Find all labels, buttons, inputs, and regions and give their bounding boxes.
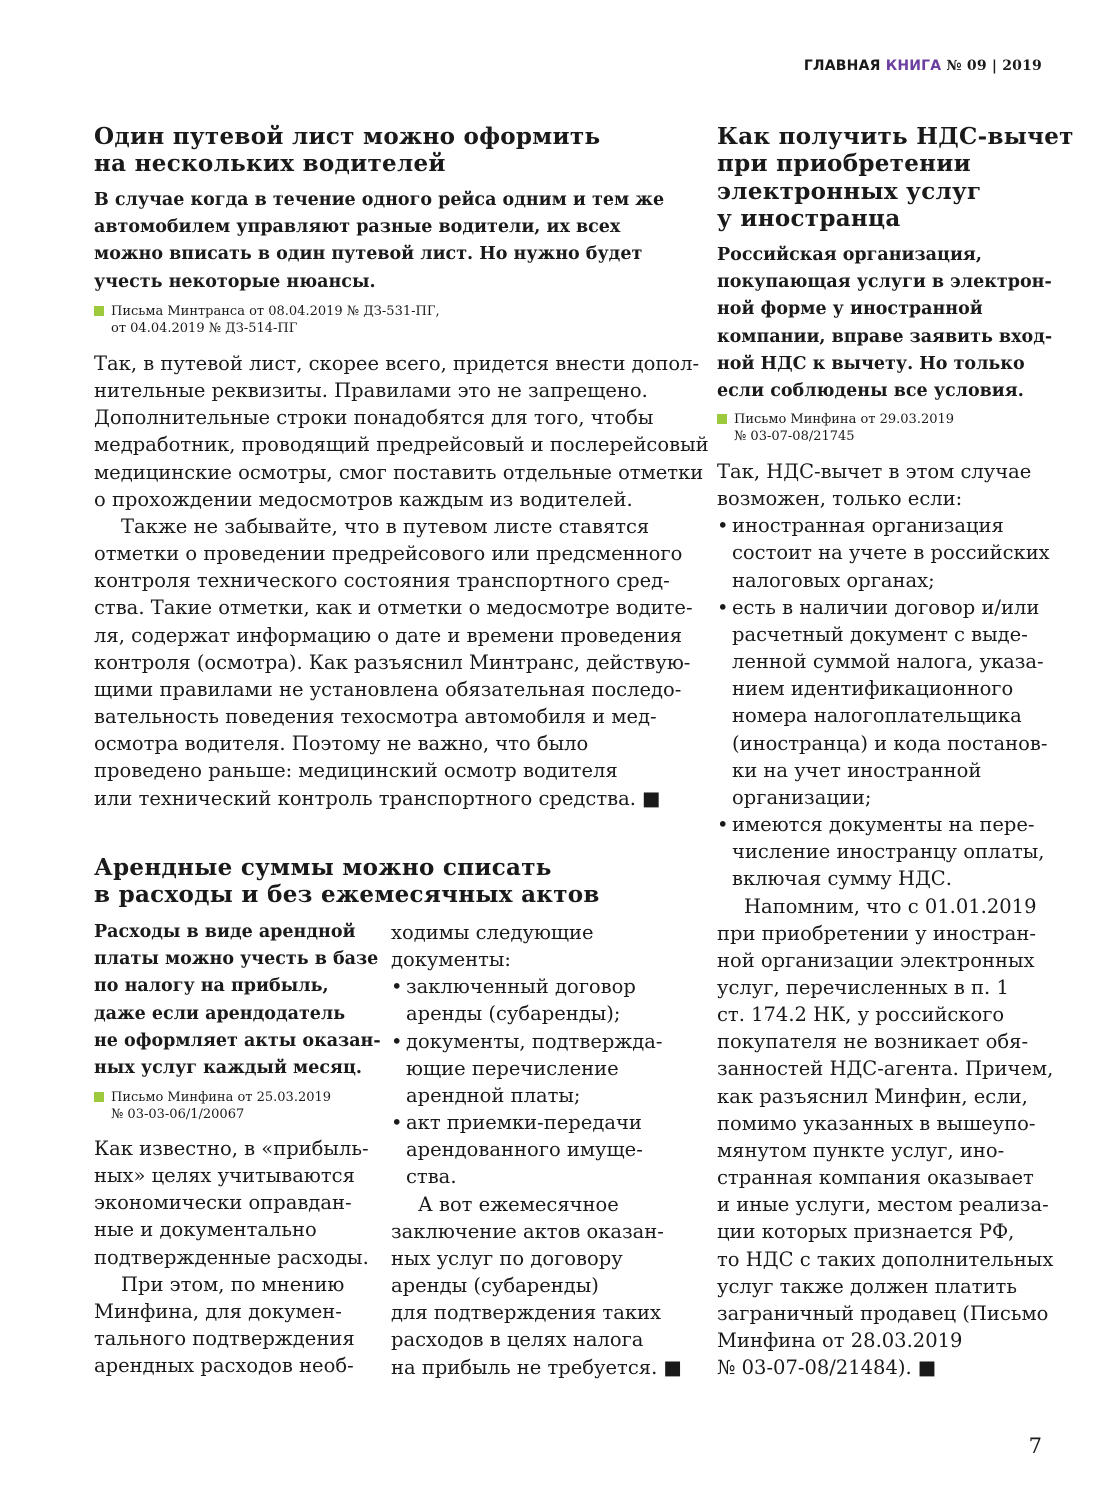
article1-source <box>94 303 440 337</box>
text-line: Минфина, для докумен- <box>94 1299 342 1323</box>
source-text <box>734 411 954 445</box>
text-line: заключение актов оказан- <box>391 1219 664 1243</box>
text-line: ющие перечисление <box>406 1056 619 1080</box>
text-line: странная компания оказывает <box>717 1166 1034 1190</box>
text-line: и иные услуги, местом реализа- <box>717 1193 1049 1217</box>
text-line: занностей НДС-агента. Причем, <box>717 1057 1054 1081</box>
text-line: Расходы в виде арендной <box>94 922 356 942</box>
text-line: ной НДС к вычету. Но только <box>717 353 1025 374</box>
text-line: то НДС с таких дополнительных <box>717 1247 1054 1271</box>
text-line: • акт приемки-передачи <box>406 1111 642 1135</box>
text-line: или технический контроль транспортного средства. ■ <box>94 786 661 810</box>
text-line: организации; <box>732 785 872 809</box>
text-line: Письма Минтранса от 08.04.2019 № ДЗ-531-ПГ, <box>111 304 440 319</box>
text-line: нием идентификационного <box>732 677 1014 701</box>
bullet-item <box>717 811 1053 892</box>
source-text <box>111 1089 331 1123</box>
text-line: арендованного имуще- <box>406 1138 643 1162</box>
text-line: расчетный документ с выде- <box>732 622 1028 646</box>
source-text <box>111 303 440 337</box>
text-line: • документы, подтвержда- <box>406 1029 663 1053</box>
article3-body <box>717 458 1053 1381</box>
text-line: ства. Такие отметки, как и отметки о медосмотре водите- <box>94 596 693 620</box>
text-line: номера налогоплательщика <box>732 704 1022 728</box>
text-line: Напомним, что с 01.01.2019 <box>744 894 1037 918</box>
text-line: Дополнительные строки понадобятся для того, чтобы <box>94 406 654 430</box>
text-line: услуг также должен платить <box>717 1274 1017 1298</box>
text-line: ные и документально <box>94 1218 317 1242</box>
text-line: контроля (осмотра). Как разъяснил Минтранс, действую- <box>94 650 691 674</box>
text-line: ной форме у иностранной <box>717 299 983 320</box>
text-line: В случае когда в течение одного рейса одним и тем же <box>94 190 665 210</box>
text-line: вательность поведения техосмотра автомобиля и мед- <box>94 705 657 729</box>
paragraph <box>391 919 682 973</box>
bullet-item <box>391 1109 682 1190</box>
article1-lead <box>94 187 664 296</box>
article1-title <box>94 123 600 178</box>
text-line: по налогу на прибыль, <box>94 976 329 997</box>
text-line: ленной суммой налога, указа- <box>732 650 1044 674</box>
text-line: в расходы и без ежемесячных актов <box>94 881 600 909</box>
text-line: А вот ежемесячное <box>418 1192 619 1216</box>
text-line: арендных расходов необ- <box>94 1354 354 1378</box>
text-line: налоговых органах; <box>732 568 935 592</box>
text-line: ства. <box>406 1165 457 1189</box>
text-line: щими правилами не установлена обязательная последо- <box>94 677 682 701</box>
text-line: проведено раньше: медицинский осмотр водителя <box>94 759 618 783</box>
text-line: даже если арендодатель <box>94 1003 346 1024</box>
bullet-item <box>391 1028 682 1109</box>
text-line: платы можно учесть в базе <box>94 949 379 970</box>
text-line: учесть некоторые нюансы. <box>94 271 376 292</box>
text-line: № 03-07-08/21745 <box>734 429 855 444</box>
text-line: ля, содержат информацию о дате и времени проведения <box>94 623 683 647</box>
article2-source <box>94 1089 331 1123</box>
text-line: Также не забывайте, что в путевом листе ставятся <box>121 514 650 538</box>
text-line: расходов в целях налога <box>391 1328 644 1352</box>
brand-main: ГЛАВНАЯ <box>803 58 881 74</box>
text-line: тального подтверждения <box>94 1327 355 1351</box>
text-line: при приобретении <box>717 150 971 178</box>
text-line: ных» целях учитываются <box>94 1164 355 1188</box>
text-line: • иностранная организация <box>732 514 1004 538</box>
text-line: • заключенный договор <box>406 975 636 999</box>
issue-number: № 09 | 2019 <box>946 58 1042 74</box>
text-line: как разъяснил Минфин, если, <box>717 1084 1028 1108</box>
text-line: услуг, перечисленных в п. 1 <box>717 975 1009 999</box>
text-line: арендной платы; <box>406 1083 581 1107</box>
text-line: Минфина от 28.03.2019 <box>717 1329 963 1352</box>
article3-lead <box>717 242 1052 405</box>
text-line: о прохождении медосмотров каждым из водителей. <box>94 487 633 511</box>
text-line: мянутом пункте услуг, ино- <box>717 1138 1005 1162</box>
text-line: Российская организация, <box>717 245 982 265</box>
text-line: аренды (субаренды); <box>406 1002 621 1026</box>
source-marker-icon <box>94 1092 104 1102</box>
text-line: документы: <box>391 948 511 972</box>
text-line: • имеются документы на пере- <box>732 813 1035 837</box>
text-line: При этом, по мнению <box>121 1272 345 1296</box>
text-line: Как получить НДС-вычет <box>717 123 1074 150</box>
text-line: Письмо Минфина от 29.03.2019 <box>734 412 955 427</box>
text-line: осмотра водителя. Поэтому не важно, что было <box>94 732 589 756</box>
text-line: медицинские осмотры, смог поставить отдельные отметки <box>94 460 704 484</box>
text-line: контроля технического состояния транспортного сред- <box>94 569 670 593</box>
bullet-item <box>717 594 1053 811</box>
text-line: при приобретении у иностран- <box>717 921 1036 945</box>
text-line: Так, НДС-вычет в этом случае <box>717 460 1032 483</box>
text-line: компании, вправе заявить вход- <box>717 326 1053 347</box>
text-line: ных услуг по договору <box>391 1246 623 1270</box>
article3-title <box>717 123 1074 232</box>
text-line: покупающая услуги в электрон- <box>717 272 1052 293</box>
text-line: для подтверждения таких <box>391 1301 662 1325</box>
text-line: помимо указанных в вышеупо- <box>717 1111 1036 1135</box>
paragraph <box>94 350 709 513</box>
text-line: на нескольких водителей <box>94 150 446 178</box>
text-line: можно вписать в один путевой лист. Но нужно будет <box>94 244 643 265</box>
text-line: не оформляет акты оказан- <box>94 1030 381 1051</box>
text-line: Письмо Минфина от 25.03.2019 <box>111 1090 332 1105</box>
article2-lead <box>94 919 381 1082</box>
text-line: от 04.04.2019 № ДЗ-514-ПГ <box>111 321 298 336</box>
text-line: ной организации электронных <box>717 948 1035 972</box>
text-line: состоит на учете в российских <box>732 541 1050 565</box>
brand-accent: КНИГА <box>885 58 942 74</box>
article2-title <box>94 854 600 909</box>
text-line: числение иностранцу оплаты, <box>732 840 1045 864</box>
text-line: (иностранца) и кода постанов- <box>732 731 1048 755</box>
paragraph <box>717 458 1053 512</box>
text-line: возможен, только если: <box>717 487 963 511</box>
article3-source <box>717 411 954 445</box>
source-marker-icon <box>717 414 727 424</box>
text-line: включая сумму НДС. <box>732 867 952 891</box>
paragraph <box>94 1271 369 1380</box>
text-line: ст. 174.2 НК, у российского <box>717 1003 1005 1027</box>
text-line: нительные реквизиты. Правилами это не запрещено. <box>94 379 648 403</box>
text-line: ных услуг каждый месяц. <box>94 1058 362 1079</box>
text-line: аренды (субаренды) <box>391 1274 599 1298</box>
magazine-header <box>804 58 1042 74</box>
text-line: покупателя не возникает обя- <box>717 1030 1029 1054</box>
text-line: если соблюдены все условия. <box>717 381 1024 402</box>
text-line: у иностранца <box>717 204 901 232</box>
text-line: ции которых признается РФ, <box>717 1220 1015 1244</box>
text-line: Арендные суммы можно списать <box>94 854 552 881</box>
text-line: Так, в путевой лист, скорее всего, придется внести допол- <box>94 352 700 375</box>
text-line: подтвержденные расходы. <box>94 1245 369 1269</box>
text-line: Как известно, в «прибыль- <box>94 1137 369 1160</box>
text-line: ки на учет иностранной <box>732 758 982 782</box>
text-line: ходимы следующие <box>391 921 594 944</box>
text-line: заграничный продавец (Письмо <box>717 1301 1049 1325</box>
text-line: автомобилем управляют разные водители, их всех <box>94 217 621 238</box>
text-line: электронных услуг <box>717 177 982 205</box>
text-line: № 03-07-08/21484). ■ <box>717 1356 937 1380</box>
text-line: медработник, проводящий предрейсовый и послерейсовый <box>94 433 709 457</box>
text-line: отметки о проведении предрейсового или предсменного <box>94 542 683 566</box>
page-number: 7 <box>1028 1434 1042 1458</box>
source-marker-icon <box>94 306 104 316</box>
bullet-item <box>391 973 682 1027</box>
article1-body <box>94 350 709 812</box>
paragraph <box>94 513 709 812</box>
text-line: на прибыль не требуется. ■ <box>391 1355 682 1379</box>
article2-body-col2 <box>391 919 682 1381</box>
paragraph <box>94 1135 369 1271</box>
bullet-item <box>717 512 1053 593</box>
text-line: № 03-03-06/1/20067 <box>111 1107 245 1122</box>
text-line: экономически оправдан- <box>94 1191 352 1215</box>
paragraph <box>717 893 1053 1382</box>
text-line: Один путевой лист можно оформить <box>94 123 601 150</box>
paragraph <box>391 1191 682 1381</box>
article2-body-col1 <box>94 1135 369 1379</box>
text-line: • есть в наличии договор и/или <box>732 595 1040 619</box>
